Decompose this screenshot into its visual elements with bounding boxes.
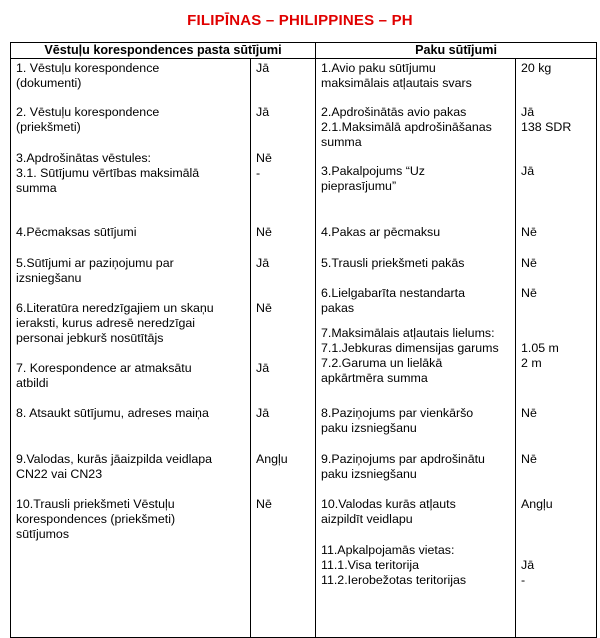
services-table — [10, 42, 597, 638]
letters-item-4 — [16, 225, 246, 240]
letters-item-7 — [16, 361, 246, 391]
parcels-labels-column — [316, 59, 515, 637]
parcels-item-3 — [321, 164, 511, 194]
parcels-item-9 — [321, 452, 511, 482]
parcels-item-8 — [321, 406, 511, 436]
letters-value-text: Jā — [256, 406, 270, 420]
parcels-item-value — [521, 497, 553, 512]
parcels-item-value — [521, 164, 534, 179]
letters-item-text: 3.1. Sūtījumu vērtības maksimālā — [16, 166, 200, 180]
letters-item-text: summa — [16, 181, 57, 195]
letters-value-text: Angļu — [256, 452, 288, 466]
parcels-item-11 — [321, 543, 511, 588]
parcels-item-10 — [321, 497, 511, 527]
parcels-value-text: Nē — [521, 256, 537, 270]
parcels-item-text: 11.2.Ierobežotas teritorijas — [321, 573, 467, 587]
letters-item-text: CN22 vai CN23 — [16, 467, 103, 481]
parcels-item-1 — [321, 61, 511, 91]
parcels-item-text: 2.1.Maksimālā apdrošināšanas — [321, 120, 492, 134]
letters-value-text: Nē — [256, 301, 272, 315]
page-title: FILIPĪNAS – PHILIPPINES – PH — [187, 12, 413, 29]
letters-item-text: 6.Literatūra neredzīgajiem un skaņu — [16, 301, 214, 315]
parcels-item-2 — [321, 105, 511, 150]
parcels-item-value — [521, 61, 551, 76]
letters-item-text: 7. Korespondence ar atmaksātu — [16, 361, 192, 375]
parcels-item-value — [521, 326, 559, 371]
letters-value-text: Nē — [256, 225, 272, 239]
parcels-value-text: Nē — [521, 406, 537, 420]
letters-item-text: 4.Pēcmaksas sūtījumi — [16, 225, 137, 239]
letters-item-text: 8. Atsaukt sūtījumu, adreses maiņa — [16, 406, 209, 420]
parcels-value-text: Jā — [521, 105, 535, 119]
parcels-item-text: 6.Lielgabarīta nestandarta — [321, 286, 465, 300]
letters-item-value — [256, 361, 269, 376]
letters-item-value — [256, 256, 269, 271]
letters-item-text: (priekšmeti) — [16, 120, 81, 134]
letters-item-value — [256, 61, 269, 76]
letters-item-9 — [16, 452, 246, 482]
parcels-values-column — [516, 59, 596, 637]
letters-item-text: sūtījumos — [16, 527, 70, 541]
parcels-value-text: Jā — [521, 164, 535, 178]
parcels-item-value — [521, 225, 537, 240]
parcels-item-value — [521, 256, 537, 271]
parcels-item-text: 10.Valodas kurās atļauts — [321, 497, 456, 511]
letters-item-text: izsniegšanu — [16, 271, 82, 285]
parcels-value-text: 138 SDR — [521, 120, 572, 134]
parcels-item-value — [521, 286, 537, 301]
parcels-item-value — [521, 105, 571, 135]
letters-item-text: 2. Vēstuļu korespondence — [16, 105, 160, 119]
letters-item-value — [256, 452, 288, 467]
parcels-item-text: apkārtmēra summa — [321, 371, 428, 385]
parcels-value-text: Jā — [521, 558, 535, 572]
parcels-item-text: paku izsniegšanu — [321, 421, 417, 435]
parcels-item-text: 11.Apkalpojamās vietas: — [321, 543, 455, 557]
letters-value-text: Jā — [256, 256, 270, 270]
letters-value-text: Nē — [256, 151, 272, 165]
parcels-value-text: Angļu — [521, 497, 553, 511]
parcels-value-text: 1.05 m — [521, 341, 559, 355]
letters-item-value — [256, 225, 272, 240]
parcels-value-text — [521, 326, 559, 341]
letters-labels-column — [11, 59, 250, 637]
letters-item-8 — [16, 406, 246, 421]
letters-item-text: 9.Valodas, kurās jāaizpilda veidlapa — [16, 452, 213, 466]
letters-item-value — [256, 301, 272, 316]
letters-item-text: korespondences (priekšmeti) — [16, 512, 176, 526]
parcels-value-text — [521, 543, 534, 558]
letters-item-text: 1. Vēstuļu korespondence — [16, 61, 160, 75]
parcels-item-text: 7.Maksimālais atļautais lielums: — [321, 326, 495, 340]
parcels-item-text: 7.2.Garuma un lielākā — [321, 356, 443, 370]
letters-item-value — [256, 105, 269, 120]
parcels-item-text: paku izsniegšanu — [321, 467, 417, 481]
parcels-value-text: Nē — [521, 225, 537, 239]
letters-item-text: 3.Apdrošinātas vēstules: — [16, 151, 151, 165]
parcels-item-text: 1.Avio paku sūtījumu — [321, 61, 436, 75]
letters-item-6 — [16, 301, 246, 346]
parcels-item-text: maksimālais atļautais svars — [321, 76, 472, 90]
parcels-item-7 — [321, 326, 511, 386]
parcels-item-text: 11.1.Visa teritorija — [321, 558, 420, 572]
parcels-item-text: 5.Trausli priekšmeti pakās — [321, 256, 465, 270]
parcels-item-value — [521, 452, 537, 467]
letters-header: Vēstuļu korespondences pasta sūtījumi — [11, 43, 316, 59]
letters-item-text: atbildi — [16, 376, 49, 390]
parcels-item-text: 7.1.Jebkuras dimensijas garums — [321, 341, 499, 355]
letters-value-text: Jā — [256, 61, 270, 75]
parcels-item-4 — [321, 225, 511, 240]
parcels-item-text: summa — [321, 135, 362, 149]
letters-item-text: ieraksti, kurus adresē neredzīgai — [16, 316, 196, 330]
parcels-item-text: 8.Paziņojums par vienkāršo — [321, 406, 474, 420]
letters-item-text: personai jebkurš nosūtītājs — [16, 331, 164, 345]
parcels-item-value — [521, 406, 537, 421]
parcels-item-value — [521, 543, 534, 588]
parcels-item-text: 9.Paziņojums par apdrošinātu — [321, 452, 485, 466]
parcels-item-text: aizpildīt veidlapu — [321, 512, 413, 526]
letters-value-text: - — [256, 166, 261, 180]
parcels-value-text: - — [521, 573, 526, 587]
parcels-item-text: 2.Apdrošinātās avio pakas — [321, 105, 467, 119]
letters-item-value — [256, 406, 269, 421]
letters-item-text: (dokumenti) — [16, 76, 82, 90]
parcels-item-text: 3.Pakalpojums “Uz — [321, 164, 425, 178]
parcels-item-text: pakas — [321, 301, 355, 315]
letters-item-value — [256, 151, 272, 181]
letters-values-column — [251, 59, 315, 637]
parcels-value-text: 20 kg — [521, 61, 552, 75]
letters-item-text: 10.Trausli priekšmeti Vēstuļu — [16, 497, 175, 511]
parcels-header: Paku sūtījumi — [316, 43, 597, 59]
letters-item-5 — [16, 256, 246, 286]
parcels-item-5 — [321, 256, 511, 271]
parcels-item-text: pieprasījumu” — [321, 179, 397, 193]
letters-value-text: Jā — [256, 361, 270, 375]
letters-item-value — [256, 497, 272, 512]
parcels-value-text: Nē — [521, 286, 537, 300]
letters-value-text: Nē — [256, 497, 272, 511]
parcels-item-6 — [321, 286, 511, 316]
letters-item-text: 5.Sūtījumi ar paziņojumu par — [16, 256, 174, 270]
letters-item-1 — [16, 61, 246, 91]
parcels-item-text: 4.Pakas ar pēcmaksu — [321, 225, 441, 239]
letters-value-text: Jā — [256, 105, 270, 119]
letters-item-3 — [16, 151, 246, 196]
letters-item-10 — [16, 497, 246, 542]
parcels-value-text: Nē — [521, 452, 537, 466]
parcels-value-text: 2 m — [521, 356, 542, 370]
letters-item-2 — [16, 105, 246, 135]
